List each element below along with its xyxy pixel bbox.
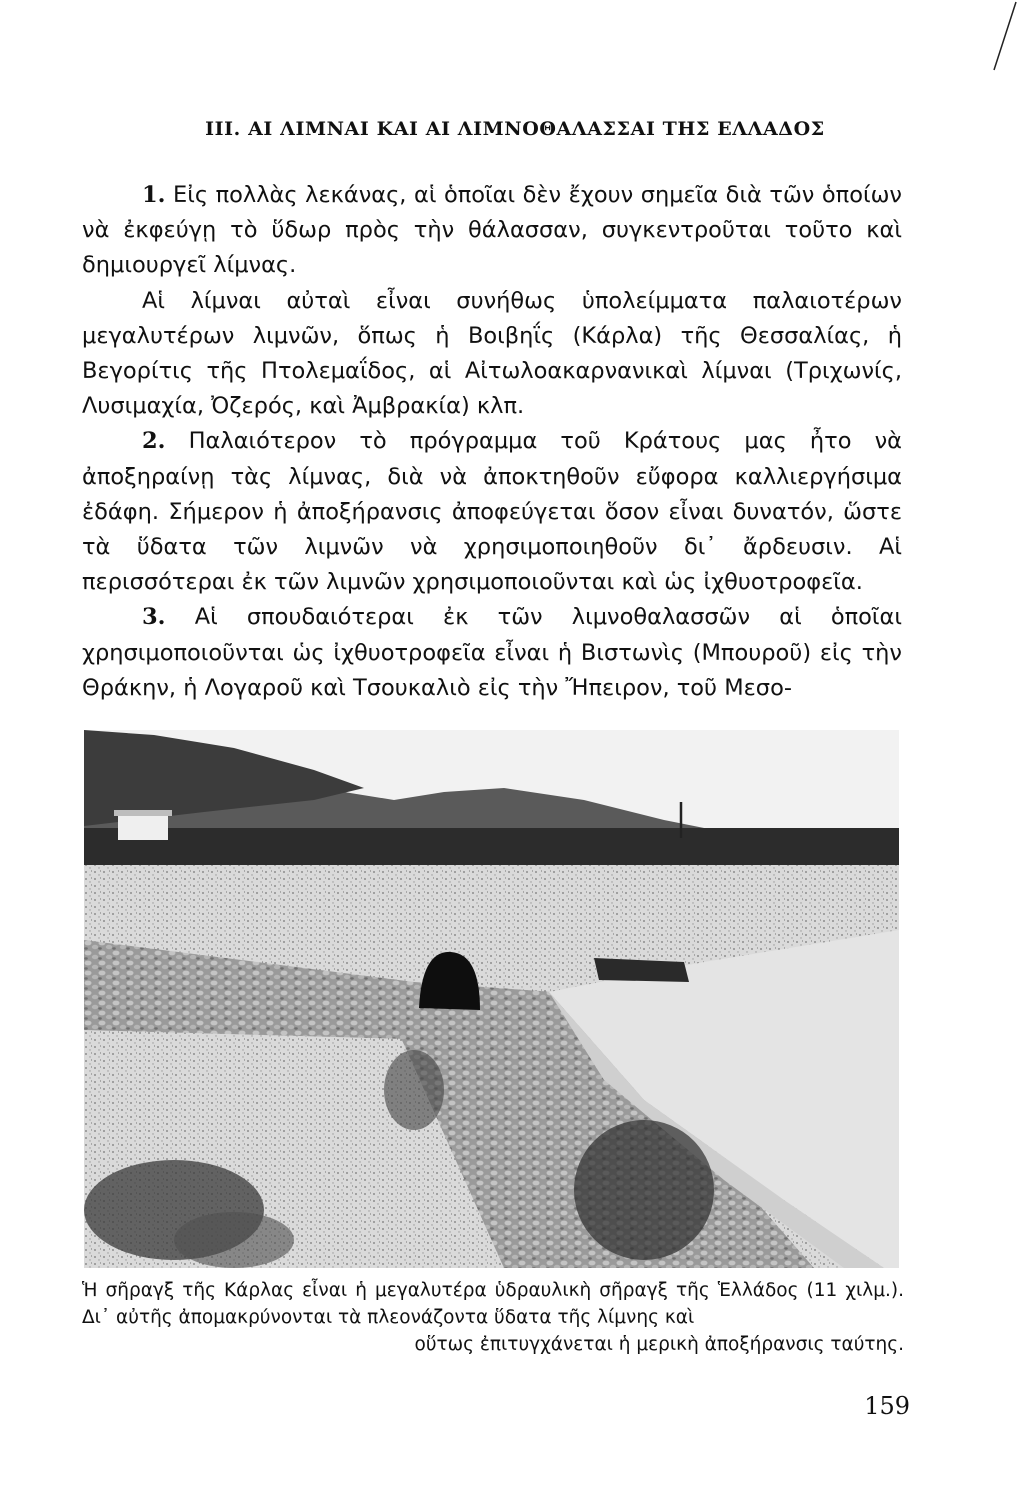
paragraph-3 (82, 600, 902, 706)
photo-caption (82, 1277, 904, 1358)
paragraph-1 (82, 178, 902, 284)
paragraph-text: Αἱ σπουδαιότεραι ἐκ τῶν λιμνοθαλασσῶν αἱ ὁποῖαι χρησιμοποιοῦνται ὡς ἰχθυοτροφεῖα εἶναι ἡ Βιστωνὶς (Μπουροῦ) εἰς τὴν Θράκην, ἡ Λογαροῦ καὶ Τσουκαλιὸ εἰς τὴν Ἤπειρον, τοῦ Μεσο- (82, 604, 902, 701)
pencil-mark (988, 0, 1018, 80)
photo-illustration (84, 730, 899, 1268)
paragraph-2 (82, 424, 902, 600)
paragraph-text: Παλαιότερον τὸ πρόγραμμα τοῦ Κράτους μας ἦτο νὰ ἀποξηραίνῃ τὰς λίμνας, διὰ νὰ ἀποκτηθοῦν εὔφορα καλλιεργήσιμα ἐδάφη. Σήμερον ἡ ἀποξήρανσις ἀποφεύγεται ὅσον εἶναι δυνατόν, ὥστε τὰ ὕδατα τῶν λιμνῶν νὰ χρησιμοποιηθοῦν δι᾽ ἄρδευσιν. Αἱ περισσότεραι ἐκ τῶν λιμνῶν χρησιμοποιοῦνται καὶ ὡς ἰχθυοτροφεῖα. (82, 428, 902, 596)
paragraph-number: 1. (142, 182, 166, 208)
paragraph-number: 2. (142, 428, 166, 455)
paragraph-text: Εἰς πολλὰς λεκάνας, αἱ ὁποῖαι δὲν ἔχουν σημεῖα διὰ τῶν ὁποίων νὰ ἐκφεύγῃ τὸ ὕδωρ πρὸς τὴν θάλασσαν, συγκεντροῦται τοῦτο καὶ δημιουργεῖ λίμνας. (82, 182, 903, 279)
paragraph-text: Αἱ λίμναι αὐταὶ εἶναι συνήθως ὑπολείμματα παλαιοτέρων μεγαλυτέρων λιμνῶν, ὅπως ἡ Βοιβηΐς (Κάρλα) τῆς Θεσσαλίας, ἡ Βεγορίτις τῆς Πτολεμαΐδος, αἱ Αἰτωλοακαρνανικαὶ λίμναι (Τριχωνίς, Λυσιμαχία, Ὀζερός, καὶ Ἀμβρακία) κλπ. (82, 287, 902, 420)
karla-tunnel-photo (84, 730, 899, 1268)
page-number: 159 (864, 1392, 910, 1420)
section-heading: III. ΑΙ ΛΙΜΝΑΙ ΚΑΙ ΑΙ ΛΙΜΝΟΘΑΛΑΣΣΑΙ ΤΗΣ ΕΛΛΑΔΟΣ (205, 118, 825, 140)
paragraph-1b (82, 284, 902, 425)
paragraph-number: 3. (142, 604, 166, 631)
caption-text-end: οὕτως ἐπιτυγχάνεται ἡ μερικὴ ἀποξήρανσις ταύτης. (414, 1334, 904, 1355)
body-text (82, 178, 902, 706)
caption-text: Ἡ σῆραγξ τῆς Κάρλας εἶναι ἡ μεγαλυτέρα ὑδραυλικὴ σῆραγξ τῆς Ἑλλάδος (11 χιλμ.). Δι᾽ αὐτῆς ἀπομακρύνονται τὰ πλεονάζοντα ὕδατα τῆς λίμνης καὶ (82, 1280, 904, 1328)
